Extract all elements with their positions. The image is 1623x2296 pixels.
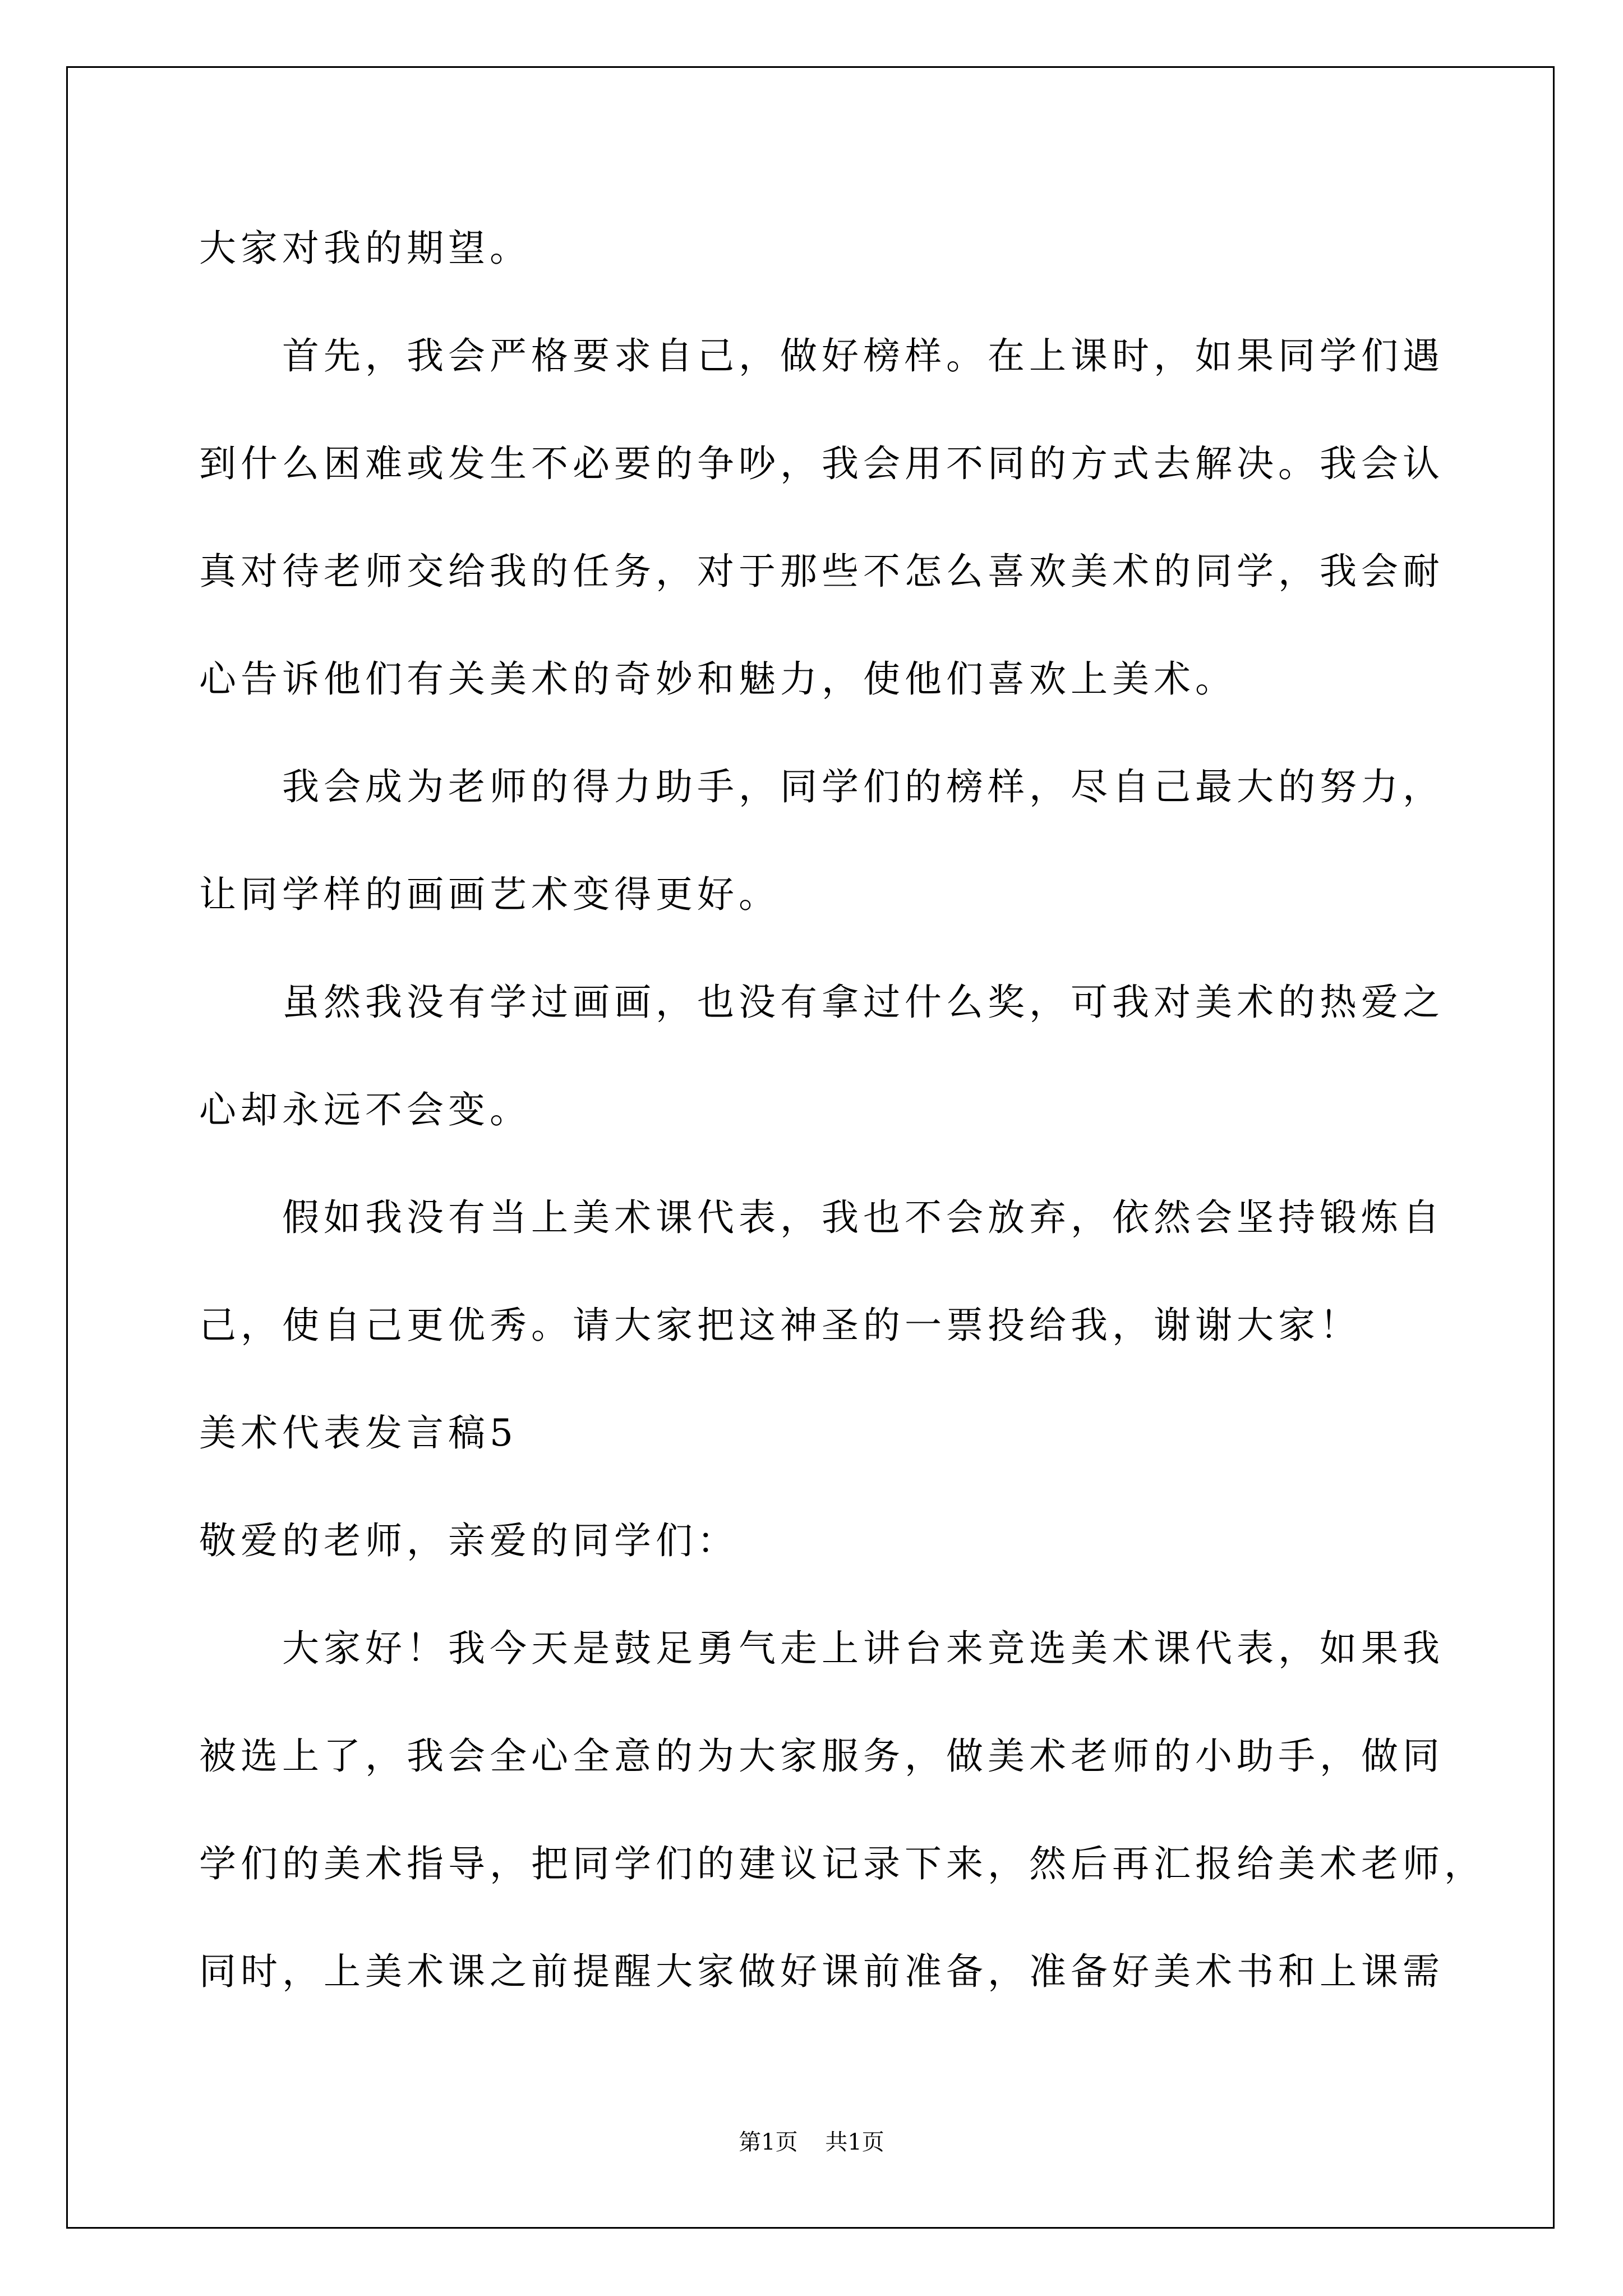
page-number: 第1页 <box>739 2129 798 2155</box>
text-line: 假如我没有当上美术课代表，我也不会放弃，依然会坚持锻炼自 <box>282 1196 1444 1239</box>
text-line: 虽然我没有学过画画，也没有拿过什么奖，可我对美术的热爱之 <box>282 981 1444 1024</box>
page-footer <box>0 2129 1623 2156</box>
section-heading: 美术代表发言稿5 <box>199 1411 518 1455</box>
text-line: 大家好！我今天是鼓足勇气走上讲台来竞选美术课代表，如果我 <box>282 1627 1444 1670</box>
text-line: 心告诉他们有关美术的奇妙和魅力，使他们喜欢上美术。 <box>199 657 1237 701</box>
text-line: 首先，我会严格要求自己，做好榜样。在上课时，如果同学们遇 <box>282 334 1444 378</box>
text-line: 被选上了，我会全心全意的为大家服务，做美术老师的小助手，做同 <box>199 1734 1444 1778</box>
text-line: 大家对我的期望。 <box>199 227 531 270</box>
text-line: 真对待老师交给我的任务，对于那些不怎么喜欢美术的同学，我会耐 <box>199 550 1444 593</box>
page-total: 共1页 <box>825 2129 884 2155</box>
text-line: 心却永远不会变。 <box>199 1088 531 1131</box>
document-body <box>199 222 1486 2053</box>
text-line: 己，使自己更优秀。请大家把这神圣的一票投给我，谢谢大家！ <box>199 1304 1361 1347</box>
text-line: 我会成为老师的得力助手，同学们的榜样，尽自己最大的努力， <box>282 765 1444 808</box>
salutation: 敬爱的老师，亲爱的同学们： <box>199 1519 739 1562</box>
text-line: 让同学样的画画艺术变得更好。 <box>199 873 780 916</box>
text-line: 同时，上美术课之前提醒大家做好课前准备，准备好美术书和上课需 <box>199 1950 1444 1993</box>
text-line: 到什么困难或发生不必要的争吵，我会用不同的方式去解决。我会认 <box>199 442 1444 485</box>
text-line: 学们的美术指导，把同学们的建议记录下来，然后再汇报给美术老师， <box>199 1842 1486 1885</box>
